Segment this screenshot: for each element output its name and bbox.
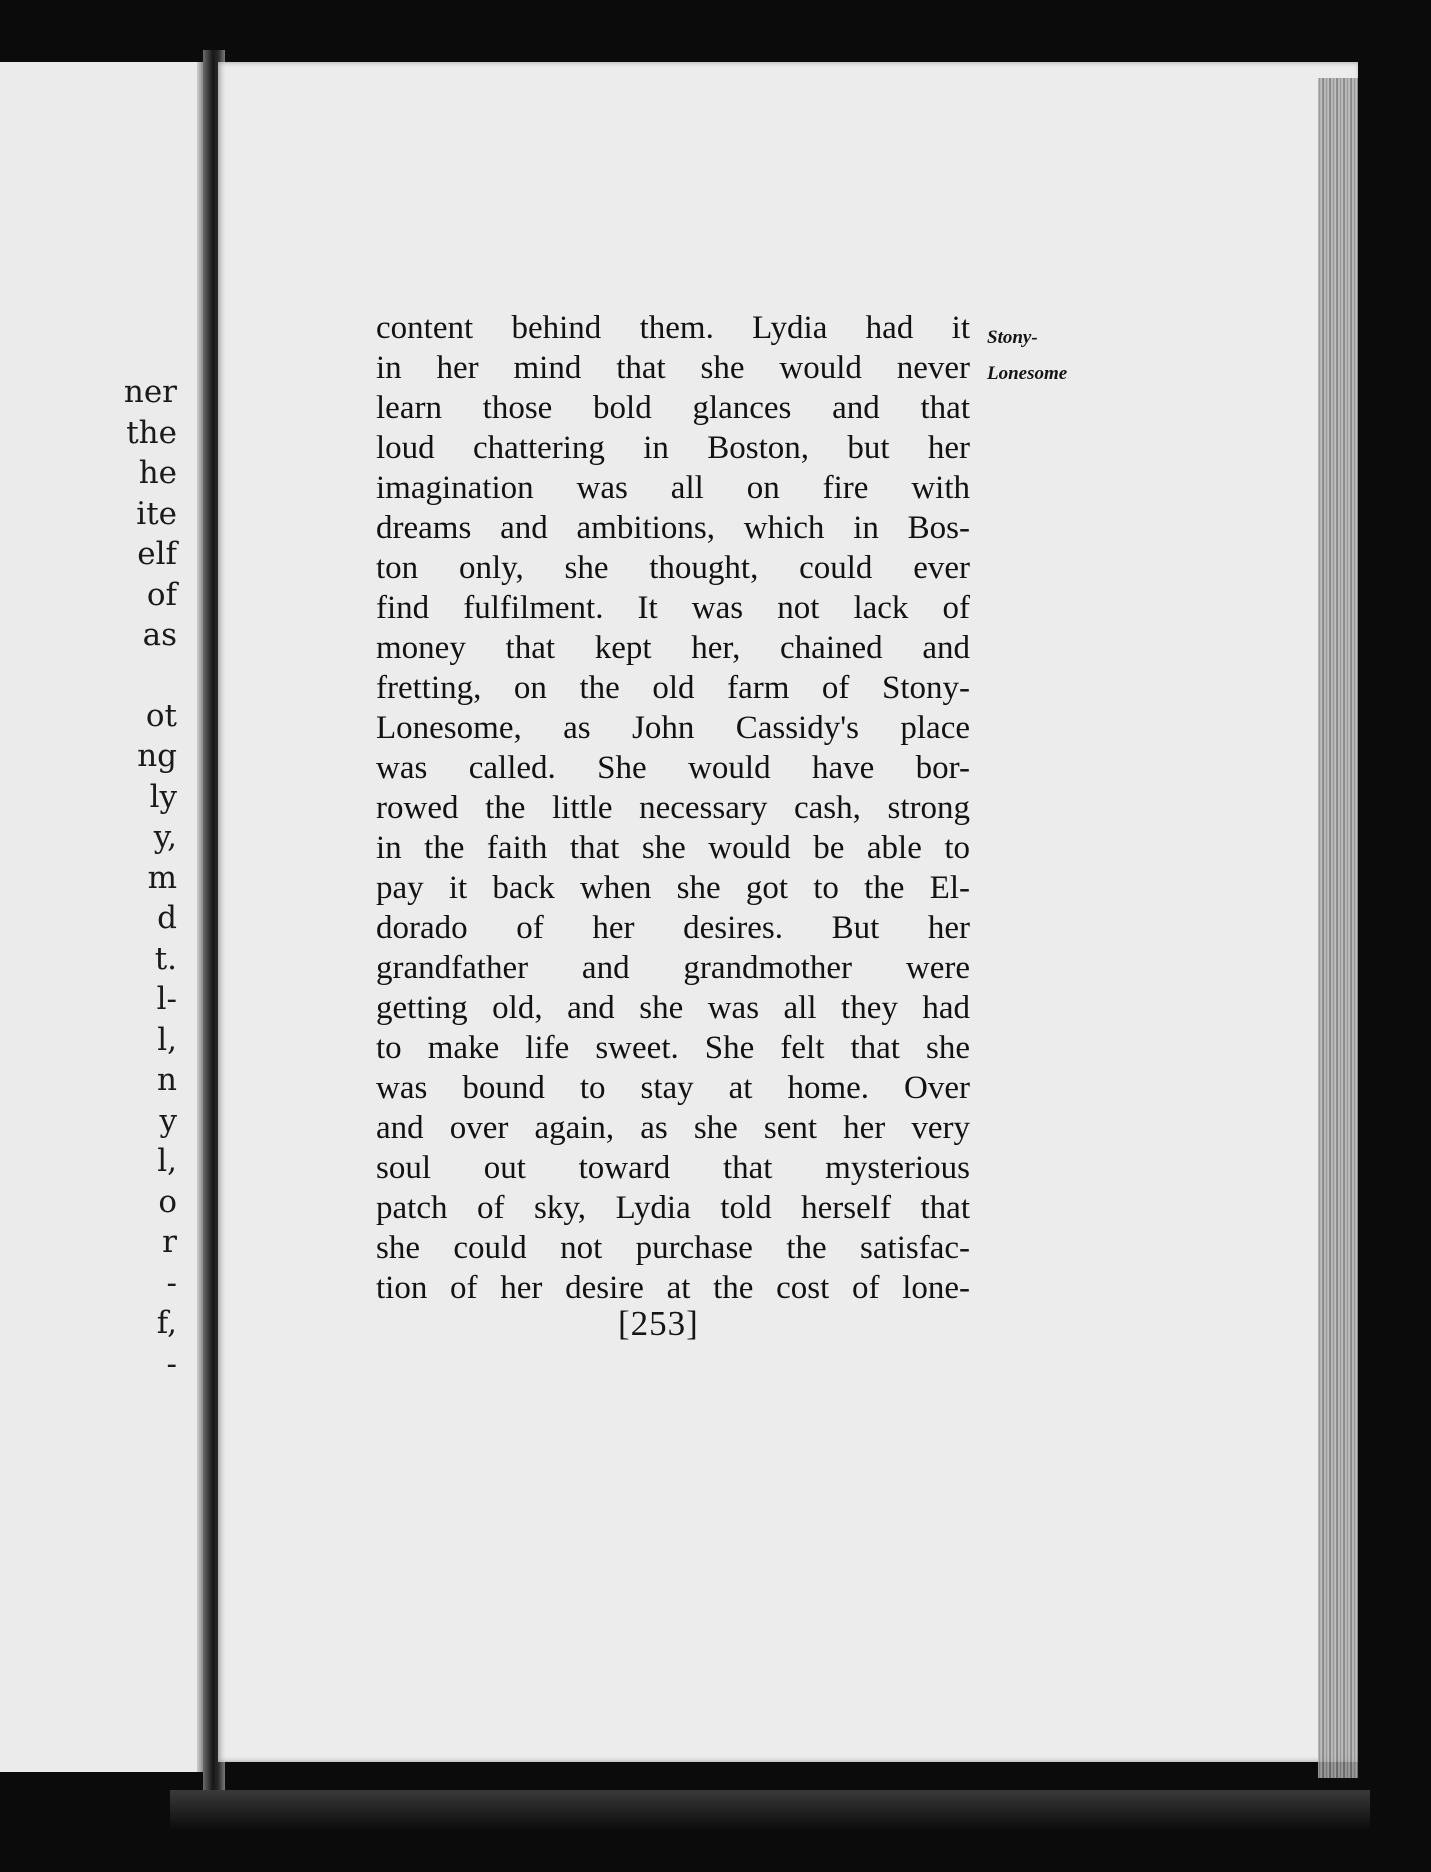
facing-page-fragment: of xyxy=(146,576,177,613)
facing-page-fragments-bottom xyxy=(124,696,177,1385)
text-line: pay it back when she got to the El- xyxy=(376,870,970,906)
text-line: rowed the little necessary cash, strong xyxy=(376,790,970,826)
marginal-note xyxy=(987,320,1067,392)
text-line: and over again, as she sent her very xyxy=(376,1110,970,1146)
text-line: soul out toward that mysterious xyxy=(376,1150,970,1186)
facing-page-fragment: ot xyxy=(145,697,177,734)
text-line: loud chattering in Boston, but her xyxy=(376,430,970,466)
facing-page-fragment: m xyxy=(147,859,177,896)
text-line: grandfather and grandmother were xyxy=(376,950,970,986)
bottom-shadow xyxy=(170,1790,1370,1830)
marginal-note-line: Lonesome xyxy=(987,363,1068,384)
text-line: learn those bold glances and that xyxy=(376,390,970,426)
facing-page-fragment: elf xyxy=(137,536,177,572)
text-line: find fulfilment. It was not lack of xyxy=(376,590,970,626)
facing-page-fragment: - xyxy=(166,1264,177,1301)
facing-page-fragment: f, xyxy=(156,1305,177,1341)
marginal-note-line: Stony- xyxy=(987,327,1038,348)
facing-page-fragment: y xyxy=(159,1102,177,1139)
facing-page-fragment: he xyxy=(138,455,177,491)
facing-page-text xyxy=(124,372,177,1384)
facing-page-fragment: l, xyxy=(157,1143,177,1179)
text-line: Lonesome, as John Cassidy's place xyxy=(376,710,970,746)
text-line: in the faith that she would be able to xyxy=(376,830,970,866)
page-number: [253] xyxy=(618,1304,699,1343)
facing-page-fragments-top xyxy=(124,372,177,656)
facing-page xyxy=(0,62,203,1772)
page-edges xyxy=(1318,78,1358,1778)
text-line: dorado of her desires. But her xyxy=(376,910,970,946)
text-line: tion of her desire at the cost of lone- xyxy=(376,1270,970,1306)
text-line: patch of sky, Lydia told herself that xyxy=(376,1190,970,1226)
facing-page-fragment: ner xyxy=(123,374,177,410)
facing-page-fragment: r xyxy=(162,1224,177,1260)
facing-page-fragment: ite xyxy=(136,495,177,532)
text-line: content behind them. Lydia had it xyxy=(376,310,970,346)
facing-page-fragment: l- xyxy=(156,981,177,1017)
text-line: in her mind that she would never xyxy=(376,350,970,386)
facing-page-fragment: ng xyxy=(137,738,177,774)
facing-page-fragment: l, xyxy=(157,1021,177,1058)
facing-page-fragment: as xyxy=(142,617,177,653)
facing-page-fragment: n xyxy=(157,1062,177,1098)
facing-page-fragment: the xyxy=(126,414,177,451)
facing-page-fragment: ly xyxy=(149,778,177,815)
text-line: imagination was all on fire with xyxy=(376,470,970,506)
text-line: money that kept her, chained and xyxy=(376,630,970,666)
text-line: ton only, she thought, could ever xyxy=(376,550,970,586)
facing-page-fragment: t. xyxy=(154,940,177,977)
facing-page-fragment: - xyxy=(166,1345,177,1382)
text-line: fretting, on the old farm of Stony- xyxy=(376,670,970,706)
text-line: she could not purchase the satisfac- xyxy=(376,1230,970,1266)
facing-page-fragment: o xyxy=(158,1183,177,1220)
facing-page-fragment: y, xyxy=(153,819,177,855)
body-text xyxy=(376,308,970,1308)
text-line: to make life sweet. She felt that she xyxy=(376,1030,970,1066)
text-line: was bound to stay at home. Over xyxy=(376,1070,970,1106)
facing-page-fragment: d xyxy=(157,900,177,936)
paragraph-gap xyxy=(124,656,177,696)
text-line: was called. She would have bor- xyxy=(376,750,970,786)
text-line: dreams and ambitions, which in Bos- xyxy=(376,510,970,546)
text-line: getting old, and she was all they had xyxy=(376,990,970,1026)
